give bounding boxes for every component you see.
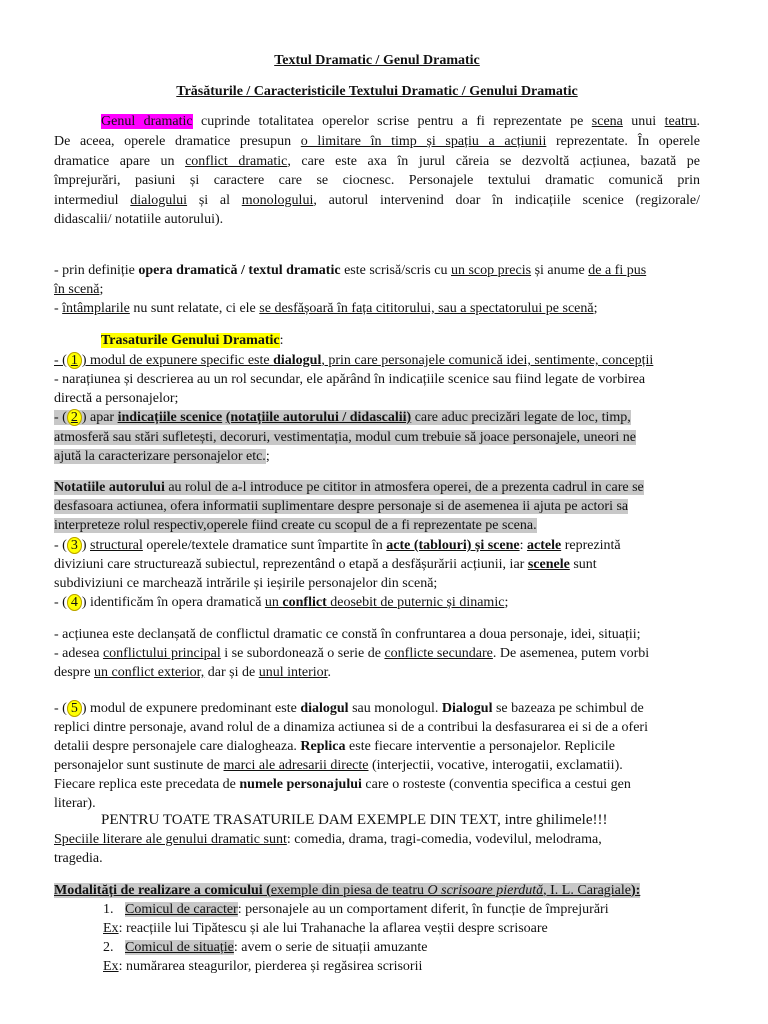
- intro-line-3: dramatice apare un conflict dramatic, care este axa în jurul căreia se dezvoltă acțiunea, bazată pe: [54, 154, 700, 169]
- page-title: Textul Dramatic / Genul Dramatic: [274, 53, 480, 68]
- trait-2-line-3: ajută la caracterizare personajelor etc.;: [54, 449, 270, 464]
- species-line-2: tragedia.: [54, 851, 103, 866]
- intro-line-1: Genul dramatic cuprinde totalitatea operelor scrise pentru a fi reprezentate pe scena unui teatru.: [101, 114, 701, 129]
- intro-line-4: împrejurări, pasiuni și caractere care se ciocnesc. Personajele textului dramatic comunică prin: [54, 173, 700, 188]
- trait-5-line-1: - ( 5 ) modul de expunere predominant este dialogul sau monologul. Dialogul se bazeaza pe schimbul de: [54, 701, 644, 716]
- action-line-1: - acțiunea este declanșată de conflictul dramatic ce constă în confruntarea a doua personaje, idei, situații;: [54, 627, 641, 642]
- page-subtitle: Trăsăturile / Caracteristicile Textului Dramatic / Genului Dramatic: [176, 84, 578, 99]
- trait-1b-line-2: directă a personajelor;: [54, 391, 179, 406]
- trait-3-line-2: diviziuni care structurează subiectul, reprezentând o etapă a desfășurării acțiunii, iar scenele sunt: [54, 557, 597, 572]
- action-line-2: - adesea conflictului principal i se subordonează o serie de conflicte secundare. De asemenea, putem vorbi: [54, 646, 650, 661]
- def-line-1: - prin definiție opera dramatică / textul dramatic este scrisă/scris cu un scop precis și anume de a fi pus: [54, 263, 647, 278]
- trait-number-4: 4: [67, 594, 82, 611]
- trait-2-line-2: atmosferă sau stări sufletești, decoruri, vestimentația, modul cum trebuie să joace personajele, uneori ne: [54, 430, 636, 445]
- trait-5-line-2: replici dintre personaje, avand rolul de a dinamiza actiunea si de a contribui la desfasurarea ei si de a oferi: [54, 720, 648, 735]
- comic-heading: Modalități de realizare a comicului (exemple din piesa de teatru O scrisoare pierdută, I. L. Caragiale):: [54, 883, 641, 898]
- term-genul-dramatic: Genul dramatic: [101, 114, 193, 129]
- trait-5-line-4: personajelor sunt sustinute de marci ale adresarii directe (interjectii, vocative, interogatii, exclamatii).: [54, 758, 623, 773]
- note-all-traits: PENTRU TOATE TRASATURILE DAM EXEMPLE DIN TEXT, intre ghilimele!!!: [101, 812, 608, 828]
- trait-5-line-6: literar).: [54, 796, 96, 811]
- comic-example-1: Ex: reacțiile lui Tipătescu și ale lui Trahanache la aflarea veștii despre scrisoare: [103, 921, 548, 936]
- traits-heading: Trasaturile Genului Dramatic:: [101, 333, 284, 348]
- trait-2-line-1: - ( 2 ) apar indicațiile scenice (notațiile autorului / didascalii) care aduc precizări legate de loc, timp,: [54, 410, 631, 425]
- intro-line-2: De aceea, operele dramatice presupun o limitare în timp și spațiu a acțiunii reprezentate. În operele: [54, 134, 700, 149]
- def-line-2: în scenă;: [54, 282, 104, 297]
- trait-number-3: 3: [67, 537, 82, 554]
- comic-example-2: Ex: numărarea steagurilor, pierderea și regăsirea scrisorii: [103, 959, 423, 974]
- comic-item-1: 1. Comicul de caracter: personajele au un comportament diferit, în funcție de împrejurări: [103, 902, 609, 917]
- species-line-1: Speciile literare ale genului dramatic sunt: comedia, drama, tragi-comedia, vodevilul, melodrama,: [54, 832, 602, 847]
- trait-number-5: 5: [67, 700, 82, 717]
- trait-number-1: 1: [67, 352, 82, 369]
- intro-line-5: intermediul dialogului și al monologului, autorul intervenind doar în indicațiile scenice (regizorale/: [54, 193, 700, 208]
- comic-item-2: 2. Comicul de situație: avem o serie de situații amuzante: [103, 940, 428, 955]
- trait-3-line-3: subdiviziuni ce marchează intrările și ieșirile personajelor din scenă;: [54, 576, 438, 591]
- trait-4-line-1: - ( 4 ) identificăm în opera dramatică un conflict deosebit de puternic și dinamic;: [54, 595, 509, 610]
- trait-5-line-5: Fiecare replica este precedata de numele personajului care o rosteste (conventia specifica a cestui gen: [54, 777, 631, 792]
- def-line-3: - întâmplarile nu sunt relatate, ci ele se desfășoară în fața cititorului, sau a spectatorului pe scenă;: [54, 301, 598, 316]
- notes-line-3: interpreteze rolul respectiv,operele fiind create cu scopul de a fi reprezentate pe scena.: [54, 518, 537, 533]
- action-line-3: despre un conflict exterior, dar și de unul interior.: [54, 665, 332, 680]
- trait-1b-line-1: - narațiunea și descrierea au un rol secundar, ele apărând în indicațiile scenice sau fiind legate de vorbirea: [54, 372, 646, 387]
- notes-line-1: Notatiile autorului au rolul de a-l introduce pe cititor in atmosfera operei, de a prezenta cadrul in care se: [54, 480, 644, 495]
- trait-number-2: 2: [67, 409, 82, 426]
- trait-1-line-1: - ( 1 ) modul de expunere specific este dialogul, prin care personajele comunică idei, sentimente, concepții: [54, 353, 654, 368]
- notes-line-2: desfasoara actiunea, ofera informatii suplimentare despre personaje si de asemenea ii ajuta pe actori sa: [54, 499, 629, 514]
- intro-line-6: didascalii/ notatiile autorului).: [54, 212, 224, 227]
- trait-5-line-3: detalii despre personajele care dialogheaza. Replica este fiecare interventie a personajelor. Replicile: [54, 739, 615, 754]
- trait-3-line-1: - ( 3 ) structural operele/textele dramatice sunt împartite în acte (tablouri) și scene: actele reprezintă: [54, 538, 621, 553]
